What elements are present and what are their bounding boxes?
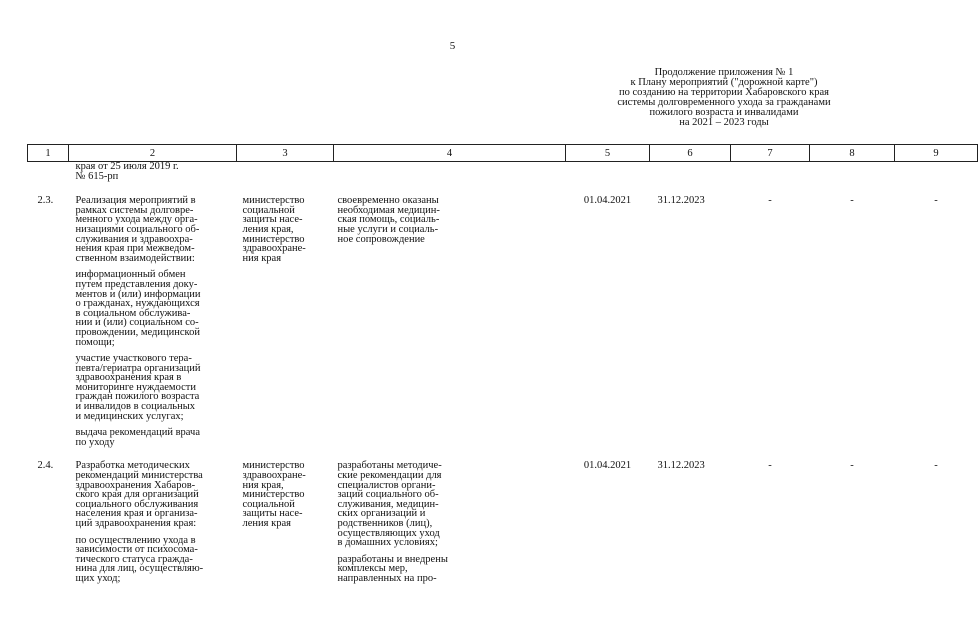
column-number: 6 — [650, 145, 731, 162]
appendix-header-line: системы долговременного ухода за гражданами — [617, 97, 831, 108]
funding-value: - — [934, 460, 938, 472]
row-number: 2.3. — [37, 195, 54, 207]
column-number: 8 — [810, 145, 895, 162]
start-date: 01.04.2021 — [583, 460, 632, 472]
responsible-text: министерство социальной защиты насе- ления края, министерство здравоохране- ния края — [242, 195, 306, 264]
start-date: 01.04.2021 — [583, 195, 632, 207]
measure-text: Реализация мероприятий в рамках системы долговре- менного ухода между орга- низациями социального об- служивания и здравоохра- нения края при межведом- ственном взаимодействии: — [75, 195, 200, 264]
responsible-text: министерство здравоохране- ния края, министерство социальной защиты насе- ления края — [242, 460, 306, 529]
appendix-header-line: на 2021 – 2023 годы — [679, 117, 769, 128]
measure-text: участие участкового тера- певта/гериатра организаций здравоохранения края в мониторинге нуждаемости граждан пожилого возраста и инвалидов в социальных и медицинских услугах; — [75, 353, 201, 422]
funding-value: - — [768, 195, 772, 207]
end-date: 31.12.2023 — [657, 195, 705, 207]
end-date: 31.12.2023 — [657, 460, 705, 472]
table-row — [28, 461, 978, 583]
funding-value: - — [850, 460, 854, 472]
measure-text: по осуществлению ухода в зависимости от психосома- тического статуса гражда- нина для лиц, осуществляю- щих уход; — [75, 534, 204, 584]
result-text: разработаны методиче- ские рекомендации для специалистов органи- заций социального об- служивания, медицин- ских организаций и родственников (лиц), осуществляющих уход в домашних условиях; — [337, 460, 442, 549]
page-number: 5 — [449, 40, 456, 52]
appendix-header-line: Продолжение приложения № 1 — [654, 67, 794, 78]
funding-value: - — [850, 195, 854, 207]
funding-value: - — [768, 460, 772, 472]
column-number: 4 — [334, 145, 566, 162]
column-number: 3 — [237, 145, 334, 162]
column-number-header — [28, 145, 978, 162]
appendix-header-line: к Плану мероприятий ("дорожной карте") — [630, 77, 818, 88]
column-number: 9 — [895, 145, 978, 162]
column-number: 1 — [28, 145, 69, 162]
measures-table — [27, 144, 939, 584]
measure-text: Разработка методических рекомендаций министерства здравоохранения Хабаров- ского края для организаций социального обслуживания населения края и организа- ций здравоохранения края: — [75, 460, 203, 529]
table-row-continuation — [28, 162, 978, 197]
column-number: 5 — [566, 145, 650, 162]
appendix-header — [574, 68, 874, 128]
measure-text: информационный обмен путем представления доку- ментов и (или) информации о гражданах, нуждающихся в социальном обслужива- нии и (или) социальном со- провождении, медицинской помощи; — [75, 269, 201, 348]
result-text: своевременно оказаны необходимая медицин- ская помощь, социаль- ные услуги и социаль- ное сопровождение — [337, 195, 440, 245]
result-text: разработаны и внедрены комплексы мер, направленных на про- — [337, 553, 448, 584]
funding-value: - — [934, 195, 938, 207]
continuation-text: края от 25 июля 2019 г. № 615-рп — [75, 161, 179, 182]
table-row — [28, 196, 978, 461]
appendix-header-line: по созданию на территории Хабаровского края — [618, 87, 830, 98]
column-number: 2 — [69, 145, 237, 162]
row-number: 2.4. — [37, 460, 54, 472]
measure-text: выдача рекомендаций врача по уходу — [75, 427, 200, 448]
appendix-header-line: пожилого возраста и инвалидами — [649, 107, 799, 118]
column-number: 7 — [731, 145, 810, 162]
